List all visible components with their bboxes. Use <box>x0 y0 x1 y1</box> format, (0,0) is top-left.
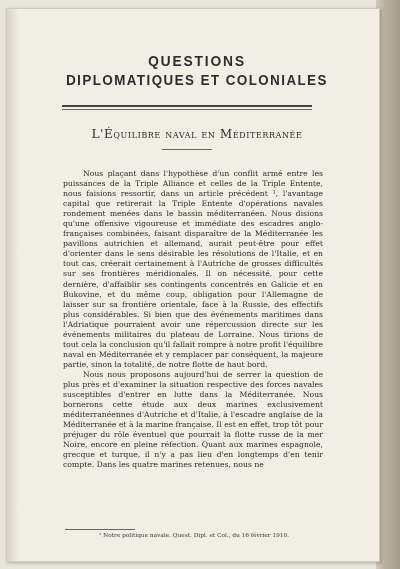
header-rule-thin <box>62 109 312 110</box>
header-rule-thick <box>62 105 312 107</box>
article-title-rule <box>162 149 212 150</box>
journal-title-line1: QUESTIONS <box>148 53 246 70</box>
journal-title-line2: DIPLOMATIQUES ET COLONIALES <box>66 73 328 89</box>
footnote-rule <box>65 529 135 530</box>
article-paragraph-2: Nous nous proposons aujourd'hui de serrer la question de plus près et d'examiner la situation respective des forces navales susceptibles d'entrer en lutte dans la Méditerranée. Nous bornerons cette étude aux deux marines exclusivement méditerranéennes d'Autriche et d'Italie, à l'escadre anglaise de la Méditerranée et à la marine française. Il est en effet, trop tôt pour préjuger du rôle éventuel que pourrait la flotte russe de la mer Noire, encore en pleine réfection. Quant aux marines espagnole, grecque et turque, il n'y a pas lieu d'en longtemps d'en tenir compte. Dans les quatre marines retenues, nous ne <box>63 369 323 470</box>
page-gutter <box>7 9 19 561</box>
article-body <box>63 169 323 470</box>
footnote: ¹ Notre politique navale. Quest. Dipl. et Col., du 16 février 1910. <box>99 533 289 539</box>
document-page <box>6 8 380 562</box>
article-paragraph-1: Nous plaçant dans l'hypothèse d'un conflit armé entre les puissances de la Triple Alliance et celles de la Triple Entente, nous faisions ressortir, dans un article précédent ¹, l'avantage capital que retirerait la Triple Entente d'opérations navales rondement menées dans le bassin méditerranéen. Nous disions qu'une offensive vigoureuse et immédiate des escadres anglo-françaises combinées, faisant disparaître de la Méditerranée les pavillons autrichien et allemand, aurait peut-être pour effet d'orienter dans le sens désirable les résolutions de l'Italie, et en tout cas, créerait certainement à l'Autriche de grosses difficultés sur ses frontières méridionales. Il on nécessité, pour cette dernière, d'affaiblir ses contingents concentrés en Galicie et en Bukovine, et du même coup, obligation pour l'Allemagne de laisser sur sa frontière orientale, face à la Russie, des effectifs plus considérables. Si bien que des événements maritimes dans l'Adriatique pourraient avoir une répercussion directe sur les événements militaires du plateau de Lorraine. Nous tirions de tout cela la conclusion qu'il fallait rompre à notre profit l'équilibre naval en Méditerranée et y remplacer par conséquent, la majeure partie, sinon la totalité, de notre flotte de haut bord. <box>63 169 323 369</box>
journal-header <box>47 53 347 89</box>
article-title: L'Équilibre naval en Méditerranée <box>91 127 303 141</box>
